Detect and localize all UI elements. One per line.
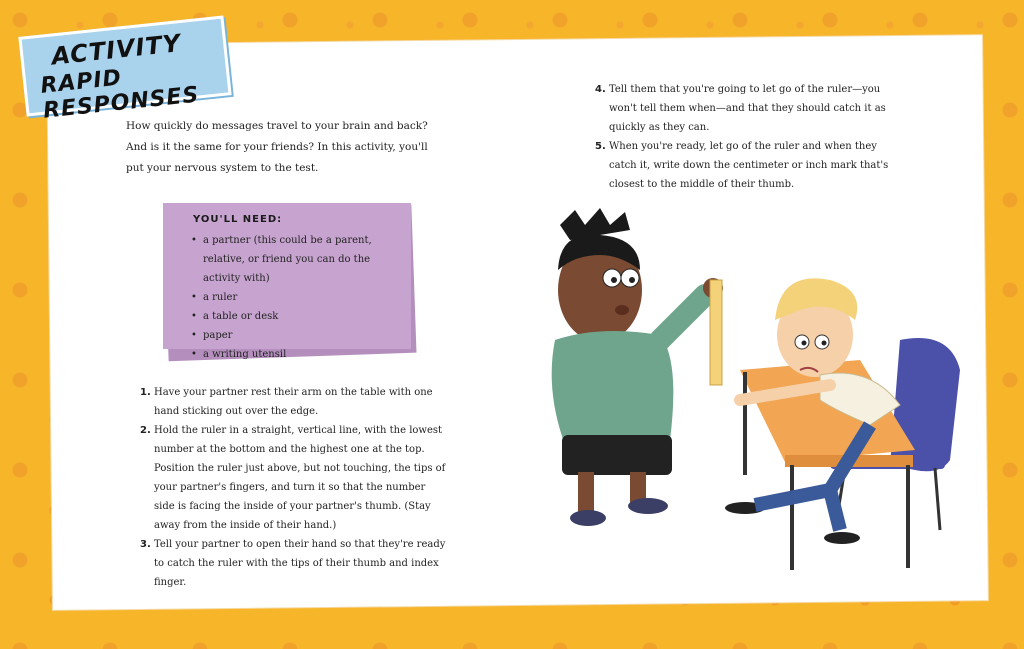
needs-item: • a table or desk	[191, 307, 406, 326]
title-tag	[18, 15, 231, 124]
needs-item: • a partner (this could be a parent, relative, or friend you can do the activity with)	[191, 231, 406, 288]
needs-box	[163, 203, 411, 360]
title-line2: RAPID RESPONSES	[39, 65, 201, 124]
step-number: 1.	[140, 387, 151, 398]
step-3	[142, 535, 447, 592]
step-text: Tell them that you're going to let go of the ruler—you won't tell them when—and that they should catch it as quickly as they can.	[609, 84, 886, 133]
step-text: When you're ready, let go of the ruler and when they catch it, write down the centimeter or inch mark that's closest to the middle of their thumb.	[609, 141, 889, 190]
ruler-drop-illustration	[530, 200, 970, 580]
step-text: Tell your partner to open their hand so that they're ready to catch the ruler with the tips of their thumb and index finger.	[154, 539, 446, 588]
step-2	[142, 421, 447, 535]
steps-left	[142, 383, 447, 592]
step-5	[597, 137, 907, 194]
needs-list	[191, 231, 406, 364]
title-line1: ACTIVITY	[50, 29, 183, 71]
needs-item: • a writing utensil	[191, 345, 406, 364]
step-1	[142, 383, 447, 421]
dark-haired-boy-illustration	[552, 208, 723, 526]
needs-heading: YOU'LL NEED:	[193, 214, 283, 225]
step-number: 4.	[595, 84, 606, 95]
step-4	[597, 80, 907, 137]
needs-item: • a ruler	[191, 288, 406, 307]
step-text: Hold the ruler in a straight, vertical line, with the lowest number at the bottom and the highest one at the top. Position the ruler just above, but not touching, the tips of your partner's fingers, and turn it so that the number side is facing the inside of your partner's thumb. (Stay away from the inside of their hand.)	[154, 425, 446, 531]
step-number: 3.	[140, 539, 151, 550]
step-number: 5.	[595, 141, 606, 152]
steps-right	[597, 80, 907, 194]
intro-text: How quickly do messages travel to your brain and back? And is it the same for your friends? In this activity, you'll put your nervous system to the test.	[126, 120, 428, 174]
step-number: 2.	[140, 425, 151, 436]
step-text: Have your partner rest their arm on the table with one hand sticking out over the edge.	[154, 387, 433, 417]
needs-item: • paper	[191, 326, 406, 345]
